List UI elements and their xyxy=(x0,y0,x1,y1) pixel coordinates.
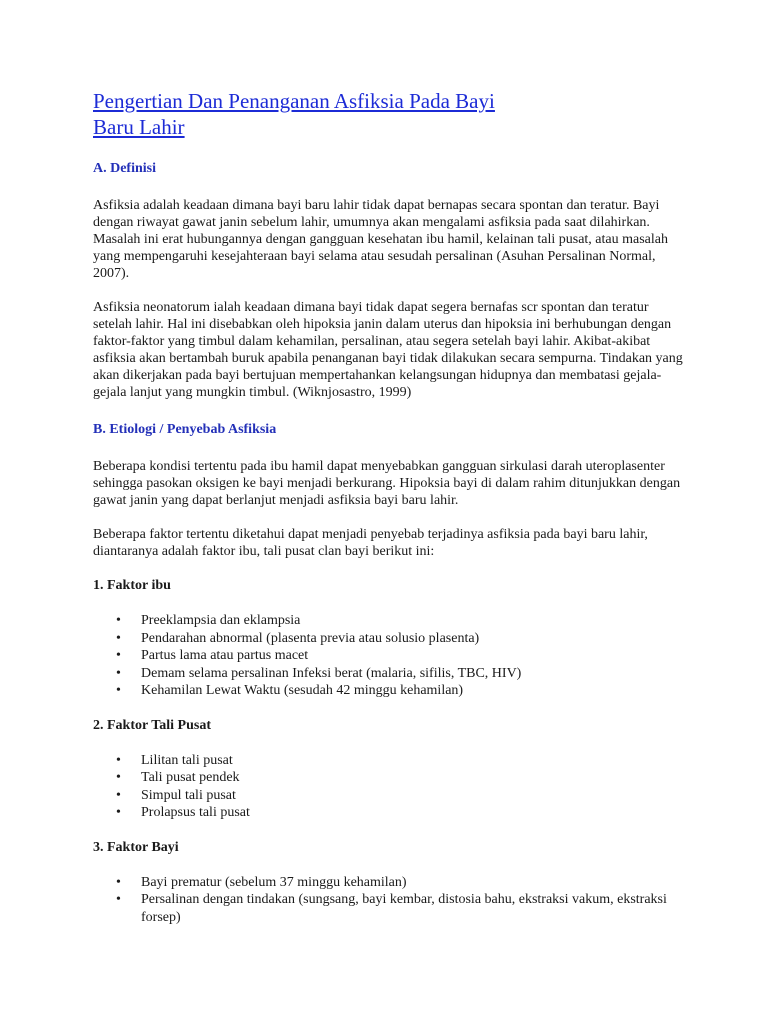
etiologi-paragraph-1: Beberapa kondisi tertentu pada ibu hamil dapat menyebabkan gangguan sirkulasi darah uteroplasenter sehingga pasokan oksigen ke bayi menjadi berkurang. Hipoksia bayi di dalam rahim ditunjukkan dengan gawat janin yang dapat berlanjut menjadi asfiksia bayi baru lahir. xyxy=(93,459,681,508)
bullet-icon: • xyxy=(116,892,121,907)
section-heading-etiologi: B. Etiologi / Penyebab Asfiksia xyxy=(93,422,277,437)
bullet-icon: • xyxy=(116,665,121,681)
bullet-icon: • xyxy=(116,874,121,890)
list-item: • Lilitan tali pusat xyxy=(116,752,233,768)
etiologi-paragraph-2: Beberapa faktor tertentu diketahui dapat menjadi penyebab terjadinya asfiksia pada bayi baru lahir, diantaranya adalah faktor ibu, tali pusat clan bayi berikut ini: xyxy=(93,527,648,559)
list-item: • Prolapsus tali pusat xyxy=(116,805,250,820)
bullet-icon: • xyxy=(116,752,121,768)
list-item: • Simpul tali pusat xyxy=(116,787,236,803)
page-title xyxy=(93,88,683,140)
factor-list-tali-pusat xyxy=(93,752,683,822)
factor-list-bayi xyxy=(93,874,683,927)
factor-list-ibu xyxy=(93,612,683,700)
bullet-icon: • xyxy=(116,805,121,820)
title-line-2: Baru Lahir xyxy=(93,115,185,139)
bullet-icon: • xyxy=(116,770,121,785)
list-item: • Tali pusat pendek xyxy=(116,770,240,785)
definisi-paragraph-2: Asfiksia neonatorum ialah keadaan dimana bayi tidak dapat segera bernafas scr spontan dan teratur setelah lahir. Hal ini disebabkan oleh hipoksia janin dalam uterus dan hipoksia ini berhubungan dengan faktor-faktor yang timbul dalam kehamilan, persalinan, atau segera setelah bayi lahir. Akibat-akibat asfiksia akan bertambah buruk apabila penanganan bayi tidak dilakukan secara sempurna. Tindakan yang akan dikerjakan pada bayi bertujuan mempertahankan kelangsungan hidupnya dan membatasi gejala-gejala lanjut yang mungkin timbul. (Wiknjosastro, 1999) xyxy=(93,300,683,400)
list-item: • Bayi prematur (sebelum 37 minggu kehamilan) xyxy=(116,874,407,890)
factor-heading-tali-pusat: 2. Faktor Tali Pusat xyxy=(93,717,211,733)
list-item: • Partus lama atau partus macet xyxy=(116,648,309,663)
factor-heading-bayi: 3. Faktor Bayi xyxy=(93,839,179,855)
document-page xyxy=(93,88,683,926)
bullet-icon: • xyxy=(116,630,121,646)
bullet-icon: • xyxy=(116,787,121,803)
list-item: • Pendarahan abnormal (plasenta previa atau solusio plasenta) xyxy=(116,630,480,646)
bullet-icon: • xyxy=(116,683,121,698)
title-line-1: Pengertian Dan Penanganan Asfiksia Pada Bayi xyxy=(93,89,495,113)
list-item: • Kehamilan Lewat Waktu (sesudah 42 minggu kehamilan) xyxy=(116,683,464,698)
bullet-icon: • xyxy=(116,648,121,663)
title-link[interactable] xyxy=(93,89,683,140)
list-item: • Preeklampsia dan eklampsia xyxy=(116,613,301,628)
list-item: • Persalinan dengan tindakan (sungsang, bayi kembar, distosia bahu, ekstraksi vakum, ekstraksi forsep) xyxy=(116,892,667,925)
definisi-paragraph-1: Asfiksia adalah keadaan dimana bayi baru lahir tidak dapat bernapas secara spontan dan teratur. Bayi dengan riwayat gawat janin sebelum lahir, umumnya akan mengalami asfiksia pada saat dilahirkan. Masalah ini erat hubungannya dengan gangguan kesehatan ibu hamil, kelainan tali pusat, atau masalah yang mempengaruhi kesejahteraan bayi selama atau sesudah persalinan (Asuhan Persalinan Normal, 2007). xyxy=(93,198,668,281)
factor-heading-ibu: 1. Faktor ibu xyxy=(93,578,171,593)
section-heading-definisi: A. Definisi xyxy=(93,161,156,176)
list-item: • Demam selama persalinan Infeksi berat (malaria, sifilis, TBC, HIV) xyxy=(116,665,522,681)
bullet-icon: • xyxy=(116,613,121,628)
